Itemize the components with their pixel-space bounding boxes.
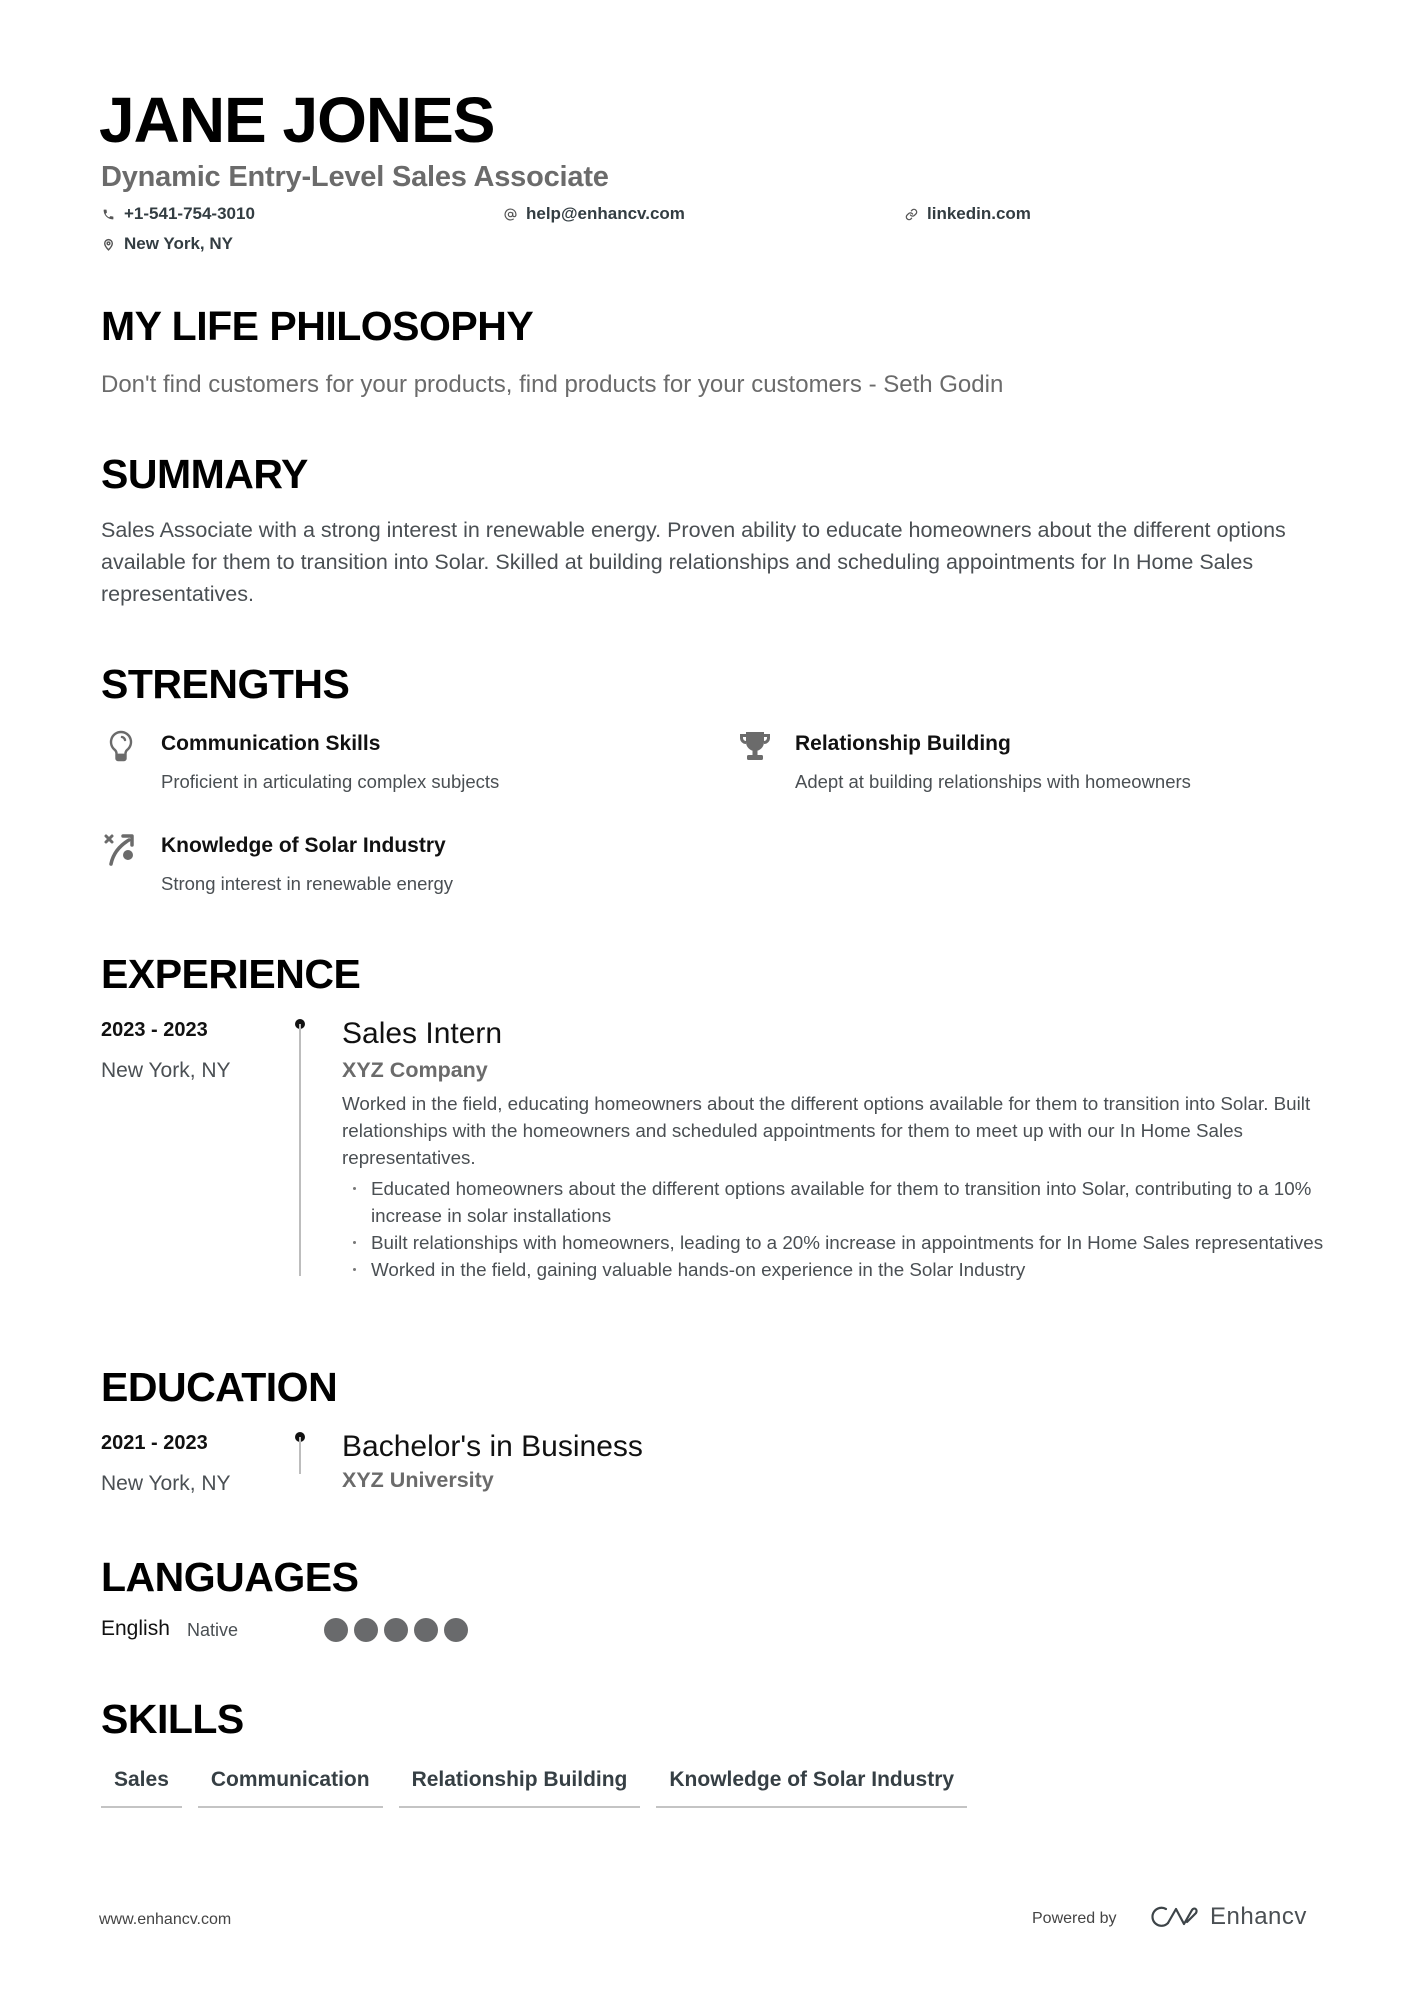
location-value: New York, NY	[124, 234, 233, 253]
timeline-line	[299, 1437, 301, 1474]
section-title-strengths: STRENGTHS	[101, 661, 350, 707]
section-title-education: EDUCATION	[101, 1364, 338, 1410]
experience-dates: 2023 - 2023	[101, 1019, 208, 1041]
rating-dot	[444, 1618, 468, 1642]
powered-by-label: Powered by	[1032, 1910, 1117, 1927]
link-icon	[904, 206, 918, 222]
summary-text: Sales Associate with a strong interest in renewable energy. Proven ability to educate homeowners about the different options available for them to transition into Solar. Skilled at building relationships and scheduling appointments for In Home Sales representatives.	[101, 518, 1286, 606]
section-title-summary: SUMMARY	[101, 451, 308, 497]
contact-linkedin[interactable]	[904, 203, 1031, 225]
strength-description: Strong interest in renewable energy	[161, 873, 454, 894]
experience-bullet: Built relationships with homeowners, leading to a 20% increase in appointments for In Home Sales representatives	[342, 1229, 1332, 1256]
experience-location: New York, NY	[101, 1059, 231, 1082]
section-title-experience: EXPERIENCE	[101, 951, 361, 997]
skill-tag: Sales	[101, 1766, 182, 1808]
location-pin-icon	[101, 236, 115, 252]
strategy-icon	[101, 832, 141, 868]
language-level: Native	[187, 1620, 239, 1640]
section-title-skills: SKILLS	[101, 1696, 244, 1742]
section-title-languages: LANGUAGES	[101, 1554, 359, 1600]
education-degree: Bachelor's in Business	[342, 1430, 643, 1463]
contact-email[interactable]	[503, 203, 685, 225]
rating-dot	[324, 1618, 348, 1642]
experience-bullets	[342, 1175, 1332, 1283]
philosophy-quote: Don't find customers for your products, find products for your customers - Seth Godin	[101, 371, 1004, 398]
strength-item	[101, 730, 499, 796]
linkedin-value[interactable]: linkedin.com	[927, 204, 1031, 223]
email-value[interactable]: help@enhancv.com	[526, 204, 685, 223]
at-icon	[503, 206, 517, 222]
brand-logo[interactable]	[1150, 1902, 1307, 1932]
section-title-philosophy: MY LIFE PHILOSOPHY	[101, 303, 534, 349]
skill-tag: Knowledge of Solar Industry	[656, 1766, 967, 1808]
strength-title: Knowledge of Solar Industry	[161, 834, 446, 857]
education-school: XYZ University	[342, 1468, 494, 1492]
enhancv-logo-icon	[1150, 1904, 1198, 1930]
footer-url[interactable]: www.enhancv.com	[99, 1911, 232, 1928]
experience-company: XYZ Company	[342, 1058, 488, 1082]
language-rating	[324, 1618, 468, 1642]
rating-dot	[354, 1618, 378, 1642]
strength-item	[735, 730, 1191, 796]
strength-description: Adept at building relationships with homeowners	[795, 771, 1191, 792]
experience-role: Sales Intern	[342, 1017, 503, 1050]
strength-item	[101, 832, 453, 898]
skill-tag: Communication	[198, 1766, 383, 1808]
strength-title: Communication Skills	[161, 732, 381, 755]
rating-dot	[384, 1618, 408, 1642]
skill-tag: Relationship Building	[399, 1766, 641, 1808]
lightbulb-icon	[101, 730, 141, 766]
trophy-icon	[735, 730, 775, 766]
strength-description: Proficient in articulating complex subjects	[161, 771, 500, 792]
experience-description: Worked in the field, educating homeowners about the different options available for them to transition into Solar. Built relationships with the homeowners and scheduled appointments for them to meet up with our In Home Sales representatives.	[342, 1093, 1311, 1168]
contact-phone	[101, 203, 255, 225]
timeline-line	[299, 1024, 301, 1276]
phone-value: +1-541-754-3010	[124, 204, 255, 223]
candidate-name: JANE JONES	[99, 84, 495, 156]
rating-dot	[414, 1618, 438, 1642]
phone-icon	[101, 206, 115, 222]
language-name: English	[101, 1617, 170, 1640]
brand-name: Enhancv	[1210, 1903, 1307, 1930]
skills-list	[101, 1766, 967, 1808]
education-location: New York, NY	[101, 1472, 231, 1495]
candidate-title: Dynamic Entry-Level Sales Associate	[101, 161, 609, 193]
experience-bullet: Educated homeowners about the different options available for them to transition into Solar, contributing to a 10% increase in solar installations	[342, 1175, 1332, 1229]
contact-location	[101, 233, 233, 255]
education-dates: 2021 - 2023	[101, 1432, 208, 1454]
experience-bullet: Worked in the field, gaining valuable hands-on experience in the Solar Industry	[342, 1256, 1332, 1283]
strength-title: Relationship Building	[795, 732, 1011, 755]
